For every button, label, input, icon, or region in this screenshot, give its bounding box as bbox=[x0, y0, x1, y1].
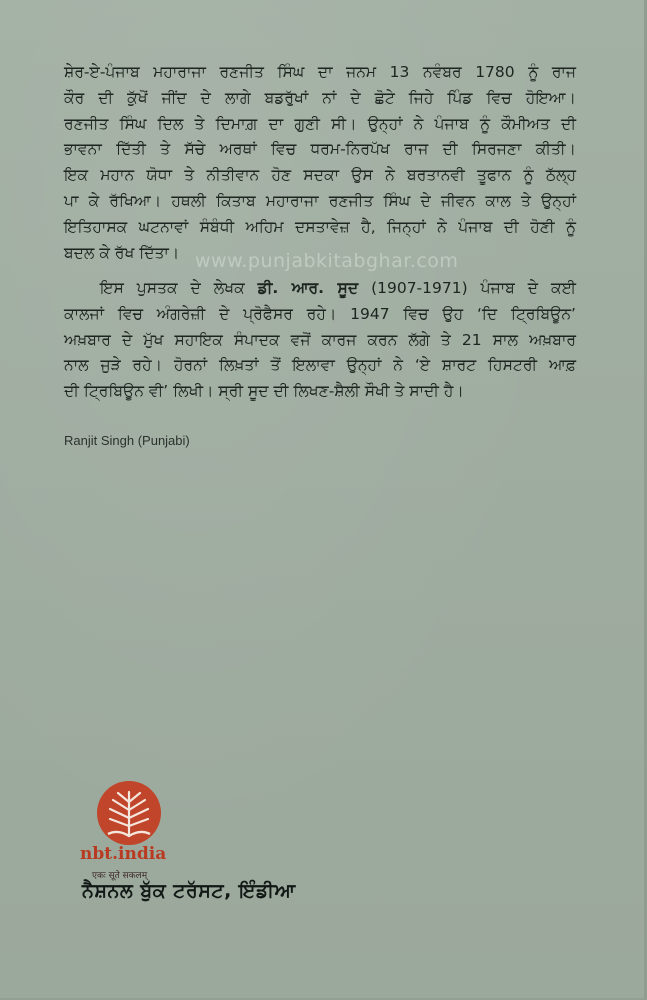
blurb-line: ਇਤਿਹਾਸਕ ਘਟਨਾਵਾਂ ਸੰਬੰਧੀ ਅਹਿਮ ਦਸਤਾਵੇਜ਼ ਹੈ, ਜਿਨ੍ਹਾਂ ਨੇ ਪੰਜਾਬ ਦੀ ਹੋਣੀ ਨੂੰ bbox=[64, 217, 576, 236]
author-blurb bbox=[64, 276, 576, 405]
logo-wordmark-dot: . bbox=[112, 844, 119, 864]
blurb-line: ਬਦਲ ਕੇ ਰੱਖ ਦਿੱਤਾ। bbox=[64, 243, 180, 262]
author-blurb-line: ਨਾਲ ਜੁੜੇ ਰਹੇ। ਹੋਰਨਾਂ ਲਿਖ਼ਤਾਂ ਤੋਂ ਇਲਾਵਾ ਉਨ੍ਹਾਂ ਨੇ ‘ਏ ਸ਼ਾਰਟ ਹਿਸਟਰੀ ਆਫ਼ bbox=[64, 356, 576, 375]
logo-wordmark-part: nbt bbox=[80, 844, 113, 864]
logo-tagline: एकः सूते सकलम् bbox=[92, 871, 148, 881]
blurb-line: ਕੌਰ ਦੀ ਕੁੱਖੋਂ ਜੀਂਦ ਦੇ ਲਾਗੇ ਬਡਰੁੱਖਾਂ ਨਾਂ ਦੇ ਛੋਟੇ ਜਿਹੇ ਪਿੰਡ ਵਿਚ ਹੋਇਆ। bbox=[64, 88, 576, 107]
author-blurb-line: ਅਖ਼ਬਾਰ ਦੇ ਮੁੱਖ ਸਹਾਇਕ ਸੰਪਾਦਕ ਵਜੋਂ ਕਾਰਜ ਕਰਨ ਲੱਗੇ ਤੇ 21 ਸਾਲ ਅਖ਼ਬਾਰ bbox=[64, 330, 576, 349]
author-blurb-line: ਕਾਲਜਾਂ ਵਿਚ ਅੰਗਰੇਜ਼ੀ ਦੇ ਪ੍ਰੋਫੈਸਰ ਰਹੇ। 1947 ਵਿਚ ਉਹ ‘ਦਿ ਟ੍ਰਿਬਿਊਨ’ bbox=[64, 304, 576, 323]
publisher-name: ਨੈਸ਼ਨਲ ਬੁੱਕ ਟਰੱਸਟ, ਇੰਡੀਆ bbox=[82, 880, 296, 902]
blurb-line: ਸ਼ੇਰ-ਏ-ਪੰਜਾਬ ਮਹਾਰਾਜਾ ਰਣਜੀਤ ਸਿੰਘ ਦਾ ਜਨਮ 13 ਨਵੰਬਰ 1780 ਨੂੰ ਰਾਜ bbox=[64, 63, 576, 81]
nbt-logo bbox=[78, 780, 188, 890]
blurb-line: ਰਣਜੀਤ ਸਿੰਘ ਦਿਲ ਤੇ ਦਿਮਾਗ਼ ਦਾ ਗੁਣੀ ਸੀ। ਉਨ੍ਹਾਂ ਨੇ ਪੰਜਾਬ ਨੂੰ ਕੌਮੀਅਤ ਦੀ bbox=[64, 114, 576, 133]
book-tree-icon bbox=[96, 780, 162, 846]
author-years-text: (1907-1971) ਪੰਜਾਬ ਦੇ ਕਈ bbox=[358, 279, 576, 297]
blurb-line: ਭਾਵਨਾ ਦਿੱਤੀ ਤੇ ਸੱਚੇ ਅਰਥਾਂ ਵਿਚ ਧਰਮ-ਨਿਰਪੱਖ ਰਾਜ ਦੀ ਸਿਰਜਣਾ ਕੀਤੀ। bbox=[64, 140, 576, 159]
book-title: Ranjit Singh (Punjabi) bbox=[64, 433, 190, 448]
logo-wordmark bbox=[80, 844, 166, 864]
blurb-line: ਇਕ ਮਹਾਨ ਯੋਧਾ ਤੇ ਨੀਤੀਵਾਨ ਹੋਣ ਸਦਕਾ ਉਸ ਨੇ ਬਰਤਾਨਵੀ ਤੂਫਾਨ ਨੂੰ ਠੱਲ੍ਹ bbox=[64, 166, 576, 185]
website-watermark: www.punjabkitabghar.com bbox=[195, 250, 459, 272]
subject-blurb bbox=[64, 60, 576, 266]
logo-wordmark-part: india bbox=[118, 844, 167, 864]
blurb-line: ਪਾ ਕੇ ਰੱਖਿਆ। ਹਥਲੀ ਕਿਤਾਬ ਮਹਾਰਾਜਾ ਰਣਜੀਤ ਸਿੰਘ ਦੇ ਜੀਵਨ ਕਾਲ ਤੇ ਉਨ੍ਹਾਂ bbox=[64, 191, 576, 210]
author-name: ਡੀ. ਆਰ. ਸੂਦ bbox=[257, 279, 359, 297]
author-blurb-line: ਦੀ ਟ੍ਰਿਬਿਊਨ ਵੀ’ ਲਿਖੀ। ਸ੍ਰੀ ਸੂਦ ਦੀ ਲਿਖਣ-ਸ਼ੈਲੀ ਸੌਖੀ ਤੇ ਸਾਦੀ ਹੈ। bbox=[64, 382, 464, 401]
author-blurb-line bbox=[64, 276, 576, 302]
author-intro-text: ਇਸ ਪੁਸਤਕ ਦੇ ਲੇਖਕ bbox=[100, 279, 258, 297]
